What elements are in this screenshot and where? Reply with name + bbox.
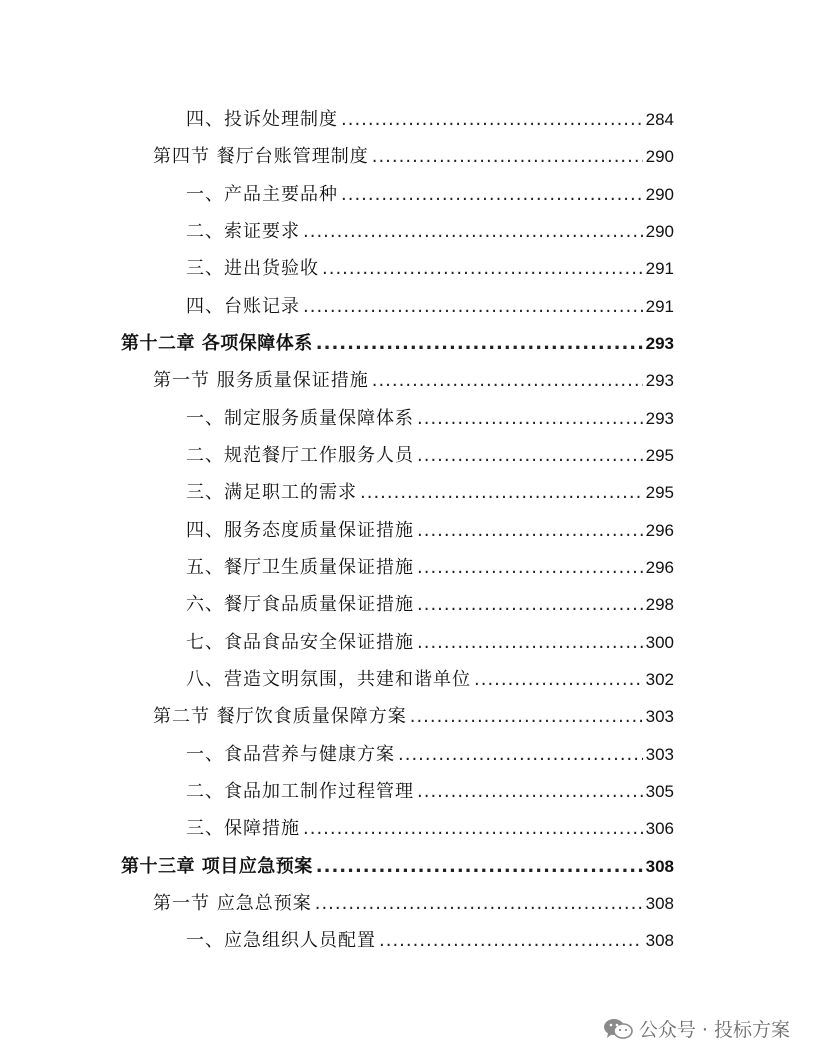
dot-leader xyxy=(372,145,643,169)
dot-leader xyxy=(379,929,643,953)
toc-entry-page: 295 xyxy=(645,483,674,502)
toc-entry-page: 293 xyxy=(645,334,674,353)
toc-entry-title: 二、食品加工制作过程管理 xyxy=(186,781,414,802)
dot-leader xyxy=(303,295,643,319)
toc-entry[interactable] xyxy=(153,145,674,169)
dot-leader xyxy=(410,705,643,729)
toc-entry[interactable] xyxy=(186,183,674,207)
toc-entry[interactable] xyxy=(153,705,674,729)
dot-leader xyxy=(417,556,643,580)
dot-leader xyxy=(303,817,643,841)
wechat-icon xyxy=(603,1017,633,1041)
toc-entry[interactable] xyxy=(186,407,674,431)
toc-entry-title: 第二节 餐厅饮食质量保障方案 xyxy=(153,706,407,727)
toc-entry-title: 三、保障措施 xyxy=(186,818,300,839)
dot-leader xyxy=(341,183,643,207)
dot-leader xyxy=(322,257,643,281)
toc-chapter-entry[interactable] xyxy=(121,332,674,356)
toc-chapter-entry[interactable] xyxy=(121,855,674,879)
toc-entry[interactable] xyxy=(186,593,674,617)
dot-leader xyxy=(315,892,643,916)
dot-leader xyxy=(341,108,643,132)
toc-entry[interactable] xyxy=(153,892,674,916)
toc-entry-title: 二、索证要求 xyxy=(186,221,300,242)
toc-entry-title: 一、产品主要品种 xyxy=(186,184,338,205)
toc-entry-page: 302 xyxy=(645,670,674,689)
dot-leader xyxy=(417,407,643,431)
toc-entry-page: 290 xyxy=(645,185,674,204)
dot-leader xyxy=(417,631,643,655)
toc-entry-title: 四、服务态度质量保证措施 xyxy=(186,520,414,541)
toc-entry-page: 291 xyxy=(645,259,674,278)
toc-entry-page: 293 xyxy=(645,371,674,390)
toc-entry-title: 七、食品食品安全保证措施 xyxy=(186,632,414,653)
toc-entry-page: 296 xyxy=(645,521,674,540)
toc-entry[interactable] xyxy=(186,780,674,804)
toc-entry-title: 第四节 餐厅台账管理制度 xyxy=(153,146,369,167)
toc-entry-title: 四、台账记录 xyxy=(186,296,300,317)
toc-entry-page: 298 xyxy=(645,595,674,614)
toc-entry-page: 300 xyxy=(645,633,674,652)
toc-entry-page: 293 xyxy=(645,409,674,428)
toc-entry-title: 三、进出货验收 xyxy=(186,258,319,279)
toc-entry[interactable] xyxy=(186,220,674,244)
toc-entry-page: 308 xyxy=(645,857,674,876)
toc-entry-page: 284 xyxy=(645,110,674,129)
watermark-text: 公众号 · 投标方案 xyxy=(638,1019,790,1041)
toc-entry-page: 295 xyxy=(645,446,674,465)
toc-entry-title: 五、餐厅卫生质量保证措施 xyxy=(186,557,414,578)
toc-entry[interactable] xyxy=(186,519,674,543)
toc-entry-title: 二、规范餐厅工作服务人员 xyxy=(186,445,414,466)
dot-leader xyxy=(372,369,643,393)
toc-entry[interactable] xyxy=(186,257,674,281)
toc-entry-title: 八、营造文明氛围，共建和谐单位 xyxy=(186,669,471,690)
toc-entry[interactable] xyxy=(186,108,674,132)
dot-leader xyxy=(417,519,643,543)
toc-entry-page: 290 xyxy=(645,147,674,166)
toc-entry[interactable] xyxy=(186,295,674,319)
toc-entry-title: 六、餐厅食品质量保证措施 xyxy=(186,594,414,615)
toc-entry[interactable] xyxy=(186,631,674,655)
toc-entry-page: 303 xyxy=(645,745,674,764)
dot-leader xyxy=(316,855,643,879)
toc-entry[interactable] xyxy=(153,369,674,393)
toc-entry[interactable] xyxy=(186,444,674,468)
toc-entry[interactable] xyxy=(186,817,674,841)
dot-leader xyxy=(398,743,643,767)
toc-entry-page: 290 xyxy=(645,222,674,241)
toc-entry-title: 第一节 应急总预案 xyxy=(153,893,312,914)
toc-entry-title: 三、满足职工的需求 xyxy=(186,482,357,503)
toc-entry[interactable] xyxy=(186,743,674,767)
wechat-watermark xyxy=(603,1015,790,1042)
toc-entry-page: 296 xyxy=(645,558,674,577)
dot-leader xyxy=(316,332,643,356)
dot-leader xyxy=(417,444,643,468)
dot-leader xyxy=(417,780,643,804)
toc-entry-title: 第十三章 项目应急预案 xyxy=(121,856,313,877)
toc-entry-page: 308 xyxy=(645,931,674,950)
toc-entry[interactable] xyxy=(186,556,674,580)
toc-entry-page: 291 xyxy=(645,297,674,316)
dot-leader xyxy=(417,593,643,617)
toc-entry-page: 306 xyxy=(645,819,674,838)
dot-leader xyxy=(474,668,643,692)
toc-entry-page: 308 xyxy=(645,894,674,913)
toc-entry[interactable] xyxy=(186,668,674,692)
toc-entry-title: 一、食品营养与健康方案 xyxy=(186,744,395,765)
toc-entry[interactable] xyxy=(186,929,674,953)
toc-entry[interactable] xyxy=(186,481,674,505)
toc-entry-page: 305 xyxy=(645,782,674,801)
toc-entry-title: 四、投诉处理制度 xyxy=(186,109,338,130)
dot-leader xyxy=(360,481,643,505)
toc-entry-title: 一、应急组织人员配置 xyxy=(186,930,376,951)
toc-entry-title: 第一节 服务质量保证措施 xyxy=(153,370,369,391)
toc-entry-title: 一、制定服务质量保障体系 xyxy=(186,408,414,429)
toc-entry-title: 第十二章 各项保障体系 xyxy=(121,333,313,354)
toc-entry-page: 303 xyxy=(645,707,674,726)
dot-leader xyxy=(303,220,643,244)
